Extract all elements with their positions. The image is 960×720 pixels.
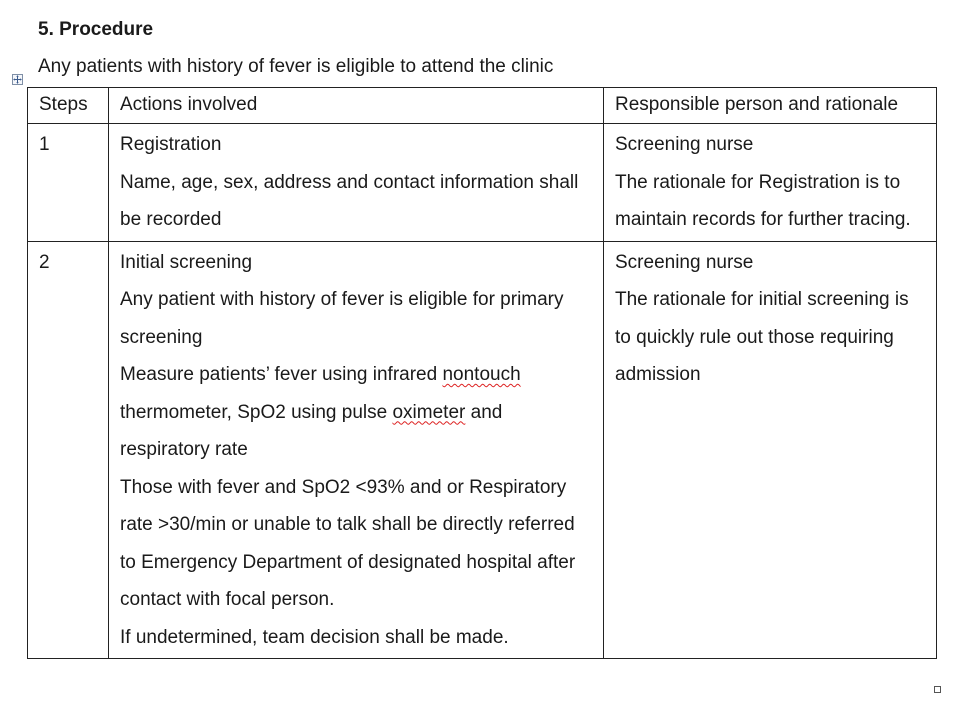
table-header-row (28, 88, 937, 124)
responsible-cell (604, 241, 937, 659)
action-line: Any patient with history of fever is eligible for primary screening (120, 289, 564, 348)
intro-paragraph: Any patients with history of fever is eligible to attend the clinic (38, 56, 554, 77)
responsible-cell (604, 124, 937, 242)
header-steps: Steps (28, 88, 109, 124)
rationale-text: The rationale for initial screening is to quickly rule out those requiring admission (615, 289, 909, 385)
spellcheck-flagged-word: oximeter (392, 401, 466, 423)
table-row (28, 124, 937, 242)
action-title: Initial screening (120, 251, 253, 273)
spellcheck-flagged-word: nontouch (442, 364, 521, 385)
header-actions: Actions involved (109, 88, 604, 124)
table-resize-handle[interactable] (934, 686, 941, 693)
table-move-handle-icon[interactable] (12, 74, 23, 85)
responsible-person: Screening nurse (615, 251, 754, 273)
responsible-person: Screening nurse (615, 134, 754, 155)
step-number: 1 (28, 124, 109, 242)
header-responsible: Responsible person and rationale (604, 88, 937, 124)
action-title: Registration (120, 134, 222, 155)
actions-cell (109, 241, 604, 659)
table-row (28, 241, 937, 659)
action-line: Name, age, sex, address and contact information shall be recorded (120, 171, 579, 230)
procedure-table (27, 87, 937, 659)
section-heading: 5. Procedure (38, 19, 154, 40)
rationale-text: The rationale for Registration is to maintain records for further tracing. (615, 171, 911, 230)
actions-cell (109, 124, 604, 242)
action-line: Those with fever and SpO2 <93% and or Respiratory rate >30/min or unable to talk shall be directly referred to Emergency Department of designated hospital after contact with focal person. (120, 476, 576, 610)
action-line: If undetermined, team decision shall be made. (120, 626, 509, 648)
action-line-measure: Measure patients’ fever using infrared nontouch thermometer, SpO2 using pulse oximeter and respiratory rate (120, 364, 521, 460)
step-number: 2 (28, 241, 109, 659)
